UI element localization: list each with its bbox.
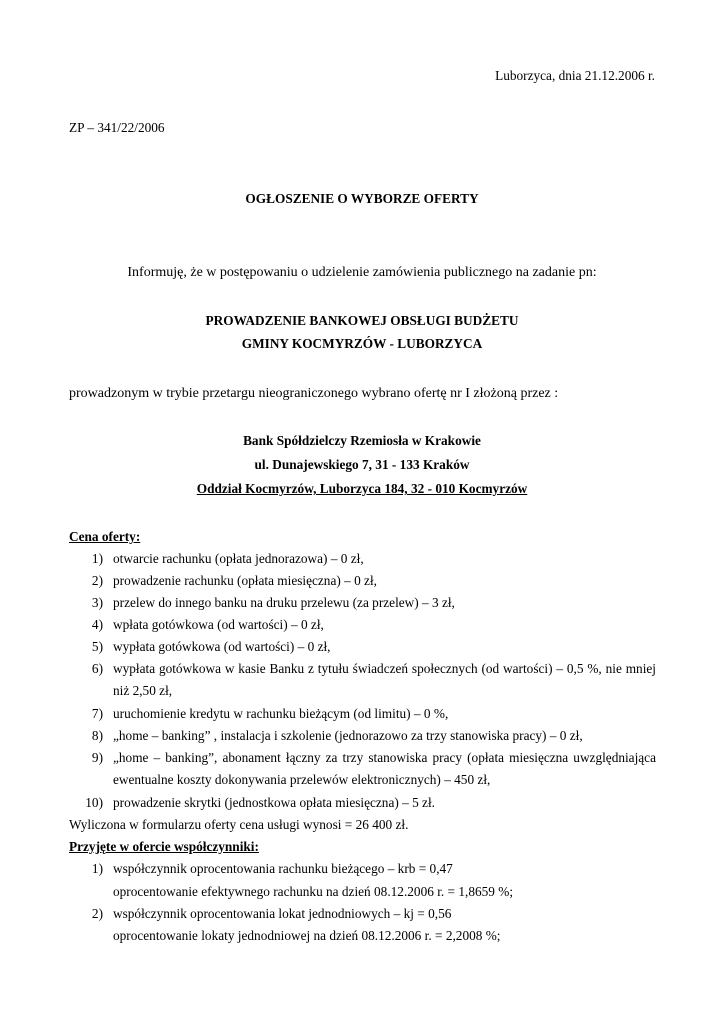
price-item-number: 5) (91, 639, 103, 654)
price-item-number: 1) (91, 551, 103, 566)
coefficient-item-number: 2) (91, 906, 103, 921)
price-item-text: wypłata gotówkowa (od wartości) – 0 zł, (113, 639, 331, 654)
price-total: Wyliczona w formularzu oferty cena usługi wynosi = 26 400 zł. (69, 817, 409, 832)
price-item-number: 10) (85, 795, 103, 810)
price-item-text: uruchomienie kredytu w rachunku bieżącym (od limitu) – 0 %, (113, 706, 449, 721)
price-item-number: 8) (91, 728, 103, 743)
task-title-line-1: PROWADZENIE BANKOWEJ OBSŁUGI BUDŻETU (205, 313, 519, 328)
coefficients-title: Przyjęte w ofercie współczynniki: (69, 839, 259, 854)
price-item-text: prowadzenie skrytki (jednostkowa opłata miesięczna) – 5 zł. (113, 795, 435, 810)
price-item-text: wpłata gotówkowa (od wartości) – 0 zł, (113, 617, 324, 632)
intro-text: Informuję, że w postępowaniu o udzielenie zamówienia publicznego na zadanie pn: (127, 265, 597, 280)
price-item-number: 4) (91, 617, 103, 632)
reference-number: ZP – 341/22/2006 (69, 120, 165, 135)
winner-address: ul. Dunajewskiego 7, 31 - 133 Kraków (254, 457, 470, 472)
price-item-text: prowadzenie rachunku (opłata miesięczna) – 0 zł, (113, 573, 377, 588)
price-item-number: 6) (91, 661, 103, 676)
price-item-text-continuation: ewentualne koszty dokonywania przelewów elektronicznych) – 450 zł, (113, 772, 491, 787)
price-item-number: 7) (91, 706, 103, 721)
place-date: Luborzyca, dnia 21.12.2006 r. (495, 68, 655, 83)
price-item-text: „home – banking” , instalacja i szkolenie (jednorazowo za trzy stanowiska pracy) – 0 zł, (113, 728, 583, 743)
announcement-heading: OGŁOSZENIE O WYBORZE OFERTY (245, 191, 479, 206)
winner-name: Bank Spółdzielczy Rzemiosła w Krakowie (243, 433, 481, 448)
coefficient-item-text-continuation: oprocentowanie lokaty jednodniowej na dzień 08.12.2006 r. = 2,2008 %; (113, 928, 501, 943)
coefficient-item-text-continuation: oprocentowanie efektywnego rachunku na dzień 08.12.2006 r. = 1,8659 %; (113, 884, 514, 899)
task-title-line-2: GMINY KOCMYRZÓW - LUBORZYCA (241, 336, 483, 351)
coefficient-item-text: współczynnik oprocentowania rachunku bieżącego – krb = 0,47 (113, 861, 453, 876)
coefficient-item-text: współczynnik oprocentowania lokat jednodniowych – kj = 0,56 (113, 906, 452, 921)
price-item-number: 2) (91, 573, 103, 588)
coefficient-item-number: 1) (91, 861, 103, 876)
price-item-text: otwarcie rachunku (opłata jednorazowa) – 0 zł, (113, 551, 364, 566)
price-item-text: „home – banking”, abonament łączny za trzy stanowiska pracy (opłata miesięczna uwzględniająca (113, 750, 656, 765)
price-item-number: 3) (91, 595, 103, 610)
price-item-number: 9) (91, 750, 103, 765)
procedure-text: prowadzonym w trybie przetargu nieograniczonego wybrano ofertę nr I złożoną przez : (69, 386, 559, 401)
price-item-text-continuation: niż 2,50 zł, (113, 683, 173, 698)
winner-branch: Oddział Kocmyrzów, Luborzyca 184, 32 - 010 Kocmyrzów (196, 481, 528, 496)
price-item-text: wypłata gotówkowa w kasie Banku z tytułu świadczeń społecznych (od wartości) – 0,5 %, nie mniej (113, 661, 656, 676)
price-item-text: przelew do innego banku na druku przelewu (za przelew) – 3 zł, (113, 595, 455, 610)
price-section-title: Cena oferty: (69, 529, 141, 544)
